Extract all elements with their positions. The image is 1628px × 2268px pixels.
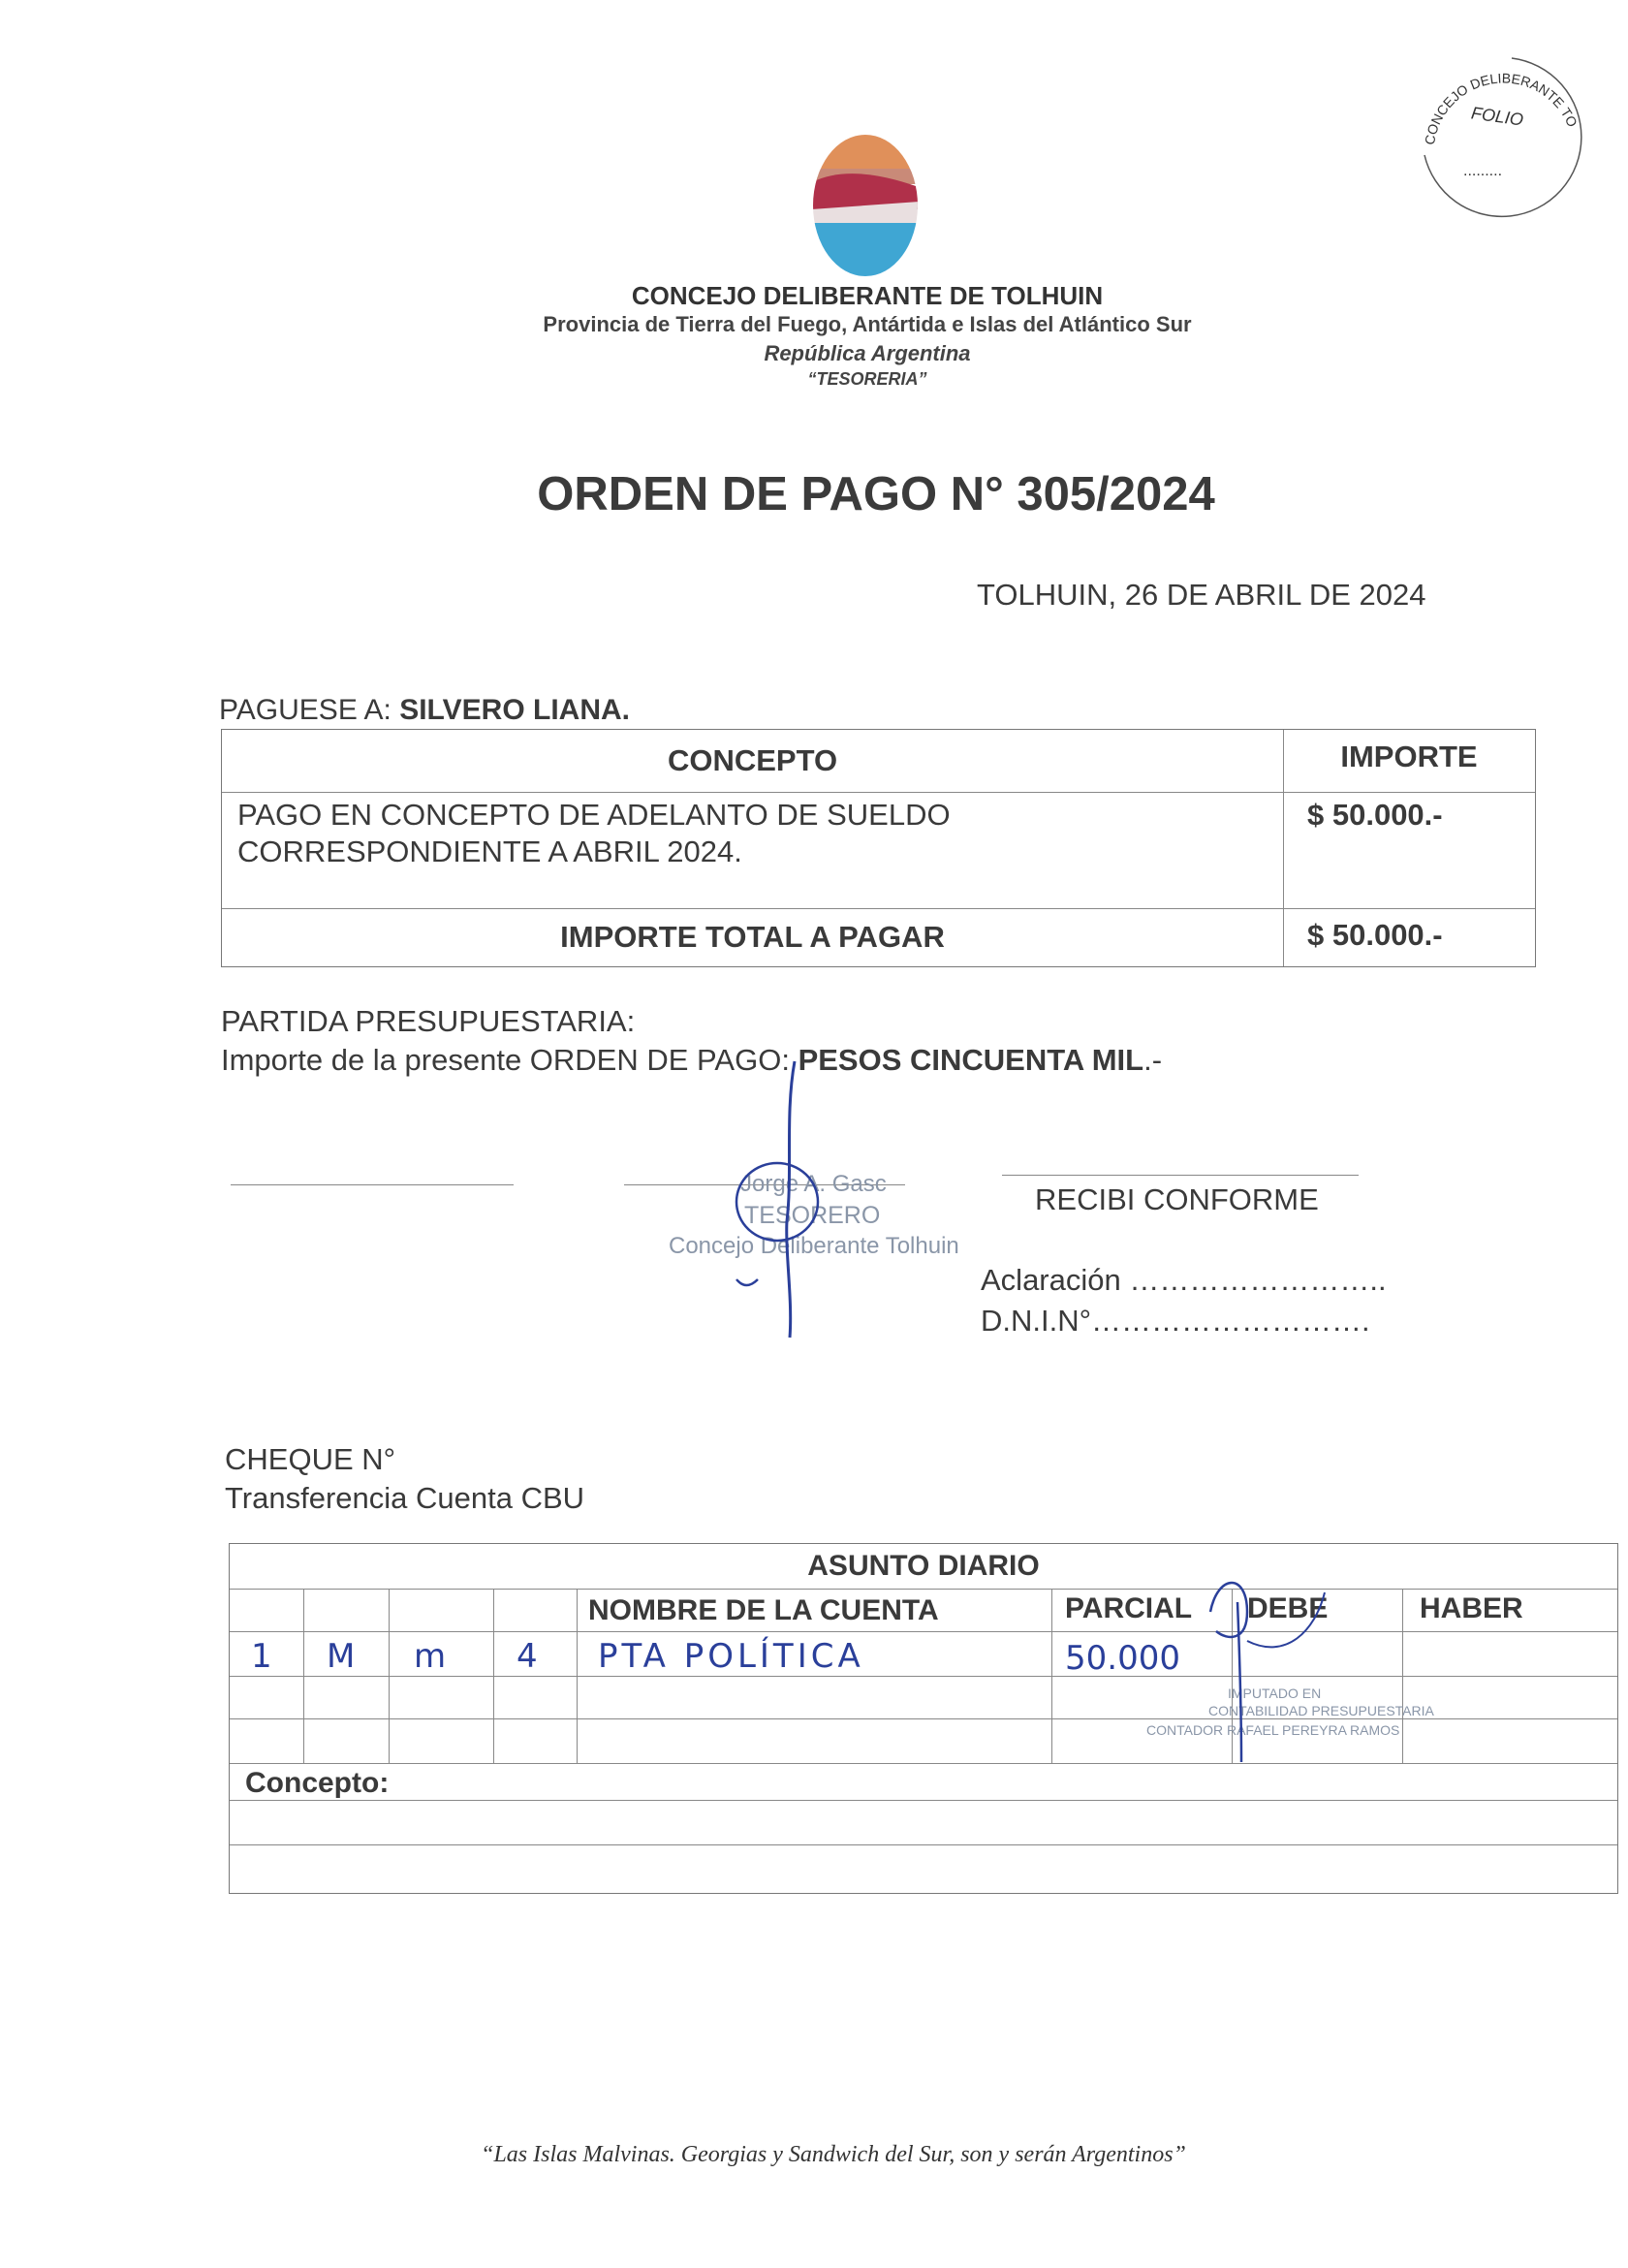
concept-amount: $ 50.000.- xyxy=(1307,798,1443,832)
partida-amount-suffix: .- xyxy=(1143,1043,1163,1077)
treasurer-signature xyxy=(717,1056,853,1352)
diario-title: ASUNTO DIARIO xyxy=(807,1550,1040,1582)
col-partial-header: PARCIAL xyxy=(1065,1592,1193,1624)
document-title: ORDEN DE PAGO N° 305/2024 xyxy=(537,468,1215,520)
diario-divider xyxy=(577,1589,578,1763)
diario-divider xyxy=(230,1589,1617,1590)
diario-divider xyxy=(230,1800,1617,1801)
payment-method xyxy=(225,1440,584,1518)
folio-dots: ......... xyxy=(1463,163,1503,179)
folio-stamp xyxy=(1405,39,1599,233)
payee-label: PAGUESE A: xyxy=(219,694,391,726)
country-name: República Argentina xyxy=(764,341,971,365)
diario-divider xyxy=(230,1844,1617,1845)
diario-table xyxy=(229,1543,1618,1894)
partida-block xyxy=(221,1002,1162,1080)
receipt-title: RECIBI CONFORME xyxy=(1035,1182,1319,1216)
treasurer-stamp-name: Jorge A. Gasc xyxy=(740,1171,887,1197)
signature-line-receipt xyxy=(1002,1175,1359,1176)
partida-amount-prefix: Importe de la presente ORDEN DE PAGO: xyxy=(221,1043,790,1077)
imputado-stamp-line3: CONTADOR RAFAEL PEREYRA RAMOS xyxy=(1146,1722,1400,1738)
aclaracion-field: Aclaración …………………….. xyxy=(981,1263,1387,1297)
diario-divider xyxy=(303,1589,304,1763)
col-amount-header: IMPORTE xyxy=(1340,740,1478,773)
imputado-stamp-line2: CONTABILIDAD PRESUPUESTARIA xyxy=(1208,1703,1434,1718)
diario-divider xyxy=(493,1589,494,1763)
table-divider xyxy=(222,908,1535,909)
payee-name: SILVERO LIANA. xyxy=(399,694,630,726)
province-name: Provincia de Tierra del Fuego, Antártida e Islas del Atlántico Sur xyxy=(543,312,1192,336)
col-debit-header: DEBE xyxy=(1247,1592,1329,1624)
total-label: IMPORTE TOTAL A PAGAR xyxy=(560,920,945,954)
diario-divider xyxy=(1402,1589,1403,1763)
diario-divider xyxy=(230,1631,1617,1632)
treasurer-stamp-role: TESORERO xyxy=(744,1202,881,1229)
signature-line-left xyxy=(231,1184,514,1185)
imputado-stamp-line1: IMPUTADO EN xyxy=(1228,1685,1322,1701)
institution-logo xyxy=(812,134,919,277)
hand-code-4: 4 xyxy=(517,1637,538,1676)
diario-divider xyxy=(230,1718,1617,1719)
diario-concept-label: Concepto: xyxy=(245,1767,390,1799)
total-amount: $ 50.000.- xyxy=(1307,918,1443,952)
partida-label: PARTIDA PRESUPUESTARIA: xyxy=(221,1004,636,1038)
institution-name: CONCEJO DELIBERANTE DE TOLHUIN xyxy=(631,281,1104,310)
col-account-header: NOMBRE DE LA CUENTA xyxy=(588,1594,939,1626)
department-name: “TESORERIA” xyxy=(807,369,927,389)
col-concept-header: CONCEPTO xyxy=(667,743,838,777)
partida-amount-words: PESOS CINCUENTA MIL xyxy=(798,1043,1144,1077)
accountant-signature xyxy=(1208,1573,1344,1772)
partida-amount-line xyxy=(221,1041,1162,1080)
dni-field: D.N.I.N°………………………. xyxy=(981,1304,1370,1338)
diario-divider xyxy=(389,1589,390,1763)
hand-code-2: M xyxy=(327,1637,356,1676)
hand-partial: 50.000 xyxy=(1065,1639,1180,1678)
concept-table xyxy=(221,729,1536,967)
transfer-label: Transferencia Cuenta CBU xyxy=(225,1481,585,1515)
document-date: TOLHUIN, 26 DE ABRIL DE 2024 xyxy=(977,578,1426,612)
concept-line-1: PAGO EN CONCEPTO DE ADELANTO DE SUELDO xyxy=(237,798,951,832)
hand-code-3: m xyxy=(414,1637,447,1676)
diario-divider xyxy=(230,1763,1617,1764)
footer-motto: “Las Islas Malvinas. Georgias y Sandwich del Sur, son y serán Argentinos” xyxy=(481,2142,1186,2167)
hand-code-1: 1 xyxy=(251,1637,272,1676)
table-divider xyxy=(222,792,1535,793)
diario-divider xyxy=(230,1676,1617,1677)
receipt-fields xyxy=(981,1260,1387,1341)
col-credit-header: HABER xyxy=(1420,1592,1523,1624)
svg-text:CONCEJO DELIBERANTE TOLHUIN: CONCEJO DELIBERANTE TO xyxy=(1422,70,1581,146)
concept-line-2: CORRESPONDIENTE A ABRIL 2024. xyxy=(237,835,742,868)
cheque-label: CHEQUE N° xyxy=(225,1442,396,1476)
hand-account: PTA POLÍTICA xyxy=(598,1637,864,1676)
payee-line xyxy=(219,694,630,727)
folio-label: FOLIO xyxy=(1469,103,1525,130)
treasurer-stamp-org: Concejo Deliberante Tolhuin xyxy=(669,1233,959,1259)
diario-divider xyxy=(1051,1589,1052,1763)
